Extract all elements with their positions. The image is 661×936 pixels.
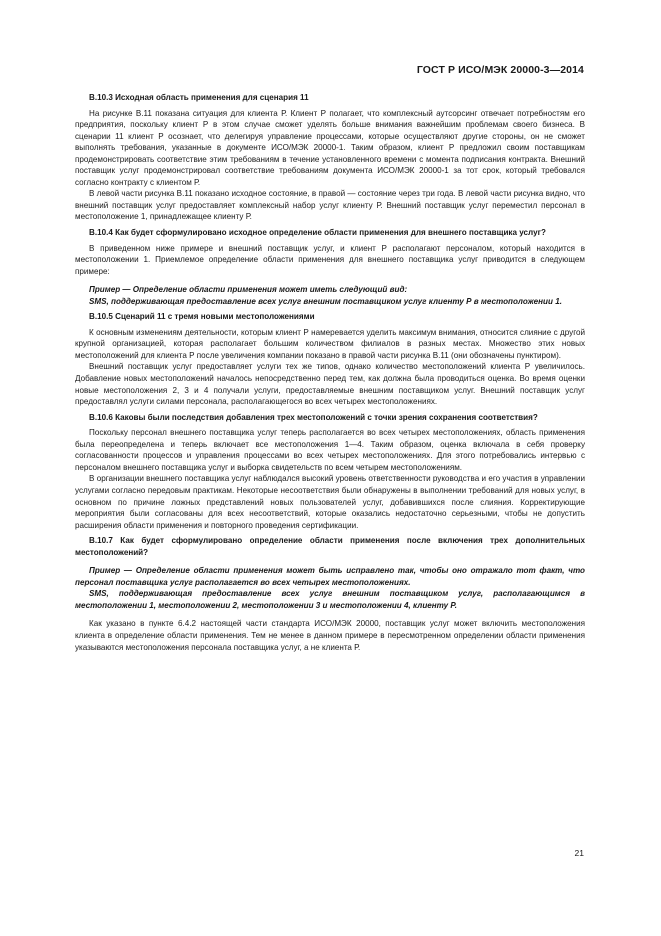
example-text: SMS, поддерживающая предоставление всех услуг внешним поставщиком услуг клиенту Р в местоположении 1. xyxy=(89,296,562,306)
paragraph: В организации внешнего поставщика услуг наблюдался высокий уровень ответственности руководства и его участия в управлении услугами согласно передовым практикам. Некоторые несоответствия были обнаружены в выполнении требований для новых услуг, в основном по причине ложных представлений новых пользователей услуг, добавившихся после слияния. Корректирующие мероприятия были согласованы для всех несоответствий, которые оказались недостаточно серьезными, чтобы не допустить расширения области применения и повторного проведения сертификации. xyxy=(75,474,585,530)
section-heading-b10-7: В.10.7 Как будет сформулировано определение области применения после включения трех дополнительных местоположений? xyxy=(75,536,585,557)
standard-header: ГОСТ Р ИСО/МЭК 20000-3—2014 xyxy=(416,64,584,76)
section-heading-b10-4: В.10.4 Как будет сформулировано исходное определение области применения для внешнего поставщика услуг? xyxy=(89,228,546,238)
page-number: 21 xyxy=(574,848,584,858)
example-intro: Пример — Определение области применения может быть исправлено так, чтобы оно отражало тот факт, что персонал поставщика услуг располагается во всех четырех местоположениях. xyxy=(75,566,585,587)
section-heading-b10-3: В.10.3 Исходная область применения для сценария 11 xyxy=(89,93,309,102)
section-heading-b10-5: В.10.5 Сценарий 11 с тремя новыми местоположениями xyxy=(89,312,315,322)
paragraph: Как указано в пункте 6.4.2 настоящей части стандарта ИСО/МЭК 20000, поставщик услуг может включить местоположения клиента в определение области применения. Тем не менее в данном примере в пересмотренном определении области применения указываются местоположения персонала поставщика услуг, а не клиента Р. xyxy=(75,619,585,652)
paragraph: К основным изменениям деятельности, которым клиент Р намеревается уделить максимум внимания, относится слияние с другой крупной организацией, которая располагает большим количеством филиалов в разных местах. Множество этих новых местоположений для клиента Р после увеличения компании показано в правой части рисунка В.11 (они обозначены пунктиром). xyxy=(75,327,585,360)
paragraph: В левой части рисунка В.11 показано исходное состояние, в правой — состояние через три года. В левой части рисунка видно, что внешний поставщик услуг предоставляет комплексный набор услуг клиенту Р. Внешний поставщик услуг переместил персонал в местоположение 1, принадлежащее клиенту Р. xyxy=(75,189,585,222)
example-intro: Пример — Определение области применения может иметь следующий вид: xyxy=(89,285,408,295)
paragraph: В приведенном ниже примере и внешний поставщик услуг, и клиент Р располагают персоналом, который находится в местоположении 1. Приемлемое определение области применения для внешнего поставщика услуг приводится в следующем примере: xyxy=(75,243,585,276)
document-body xyxy=(75,92,585,653)
section-heading-b10-6: В.10.6 Каковы были последствия добавления трех местоположений с точки зрения сохранения соответствия? xyxy=(89,412,538,422)
paragraph: На рисунке В.11 показана ситуация для клиента Р. Клиент Р полагает, что комплексный аутсорсинг отвечает потребностям его предприятия, поскольку клиент Р в этом случае сможет уделять больше внимания важнейшим проблемам своего бизнеса. В сценарии 11 клиент Р осознает, что делегируя управление процессами, которые осуществляют другие стороны, он не сможет выполнять требования, указанные в документе ИСО/МЭК 20000-1. Таким образом, клиент Р предложил своим поставщикам продемонстрировать соответствие этим требованиям в течение установленного времени с момента подписания контракта. Внешний поставщик услуг продемонстрировал соответствие требованиям документа ИСО/МЭК 20000-1 за тот срок, который требовался согласно контракту с клиентом Р. xyxy=(75,108,585,187)
paragraph: Внешний поставщик услуг предоставляет услуги тех же типов, однако количество местоположений клиента Р увеличилось. Добавление новых местоположений началось непосредственно перед тем, как должна была проводиться оценка. Во время оценки новые местоположения 2, 3 и 4 получали услуги, предоставляемые внешним поставщиком услуг. Внешний поставщик услуг предоставлял услуги силами персонала, располагающегося во всех четырех местоположениях. xyxy=(75,362,585,407)
example-text: SMS, поддерживающая предоставление всех услуг внешним поставщиком услуг, располагающимся в местоположении 1, местоположении 2, местоположении 3 и местоположении 4, клиенту Р. xyxy=(75,589,585,610)
paragraph: Поскольку персонал внешнего поставщика услуг теперь располагается во всех четырех местоположениях, область применения была переопределена и теперь включает все местоположения 1—4. Таким образом, оценка включала в себя проверку согласованности процессов и управления процессами во всех четырех местоположениях. Для этого потребовались интервью с персоналом внешнего поставщика услуг и выборка свидетельств по всем четырем местоположениям. xyxy=(75,428,585,472)
